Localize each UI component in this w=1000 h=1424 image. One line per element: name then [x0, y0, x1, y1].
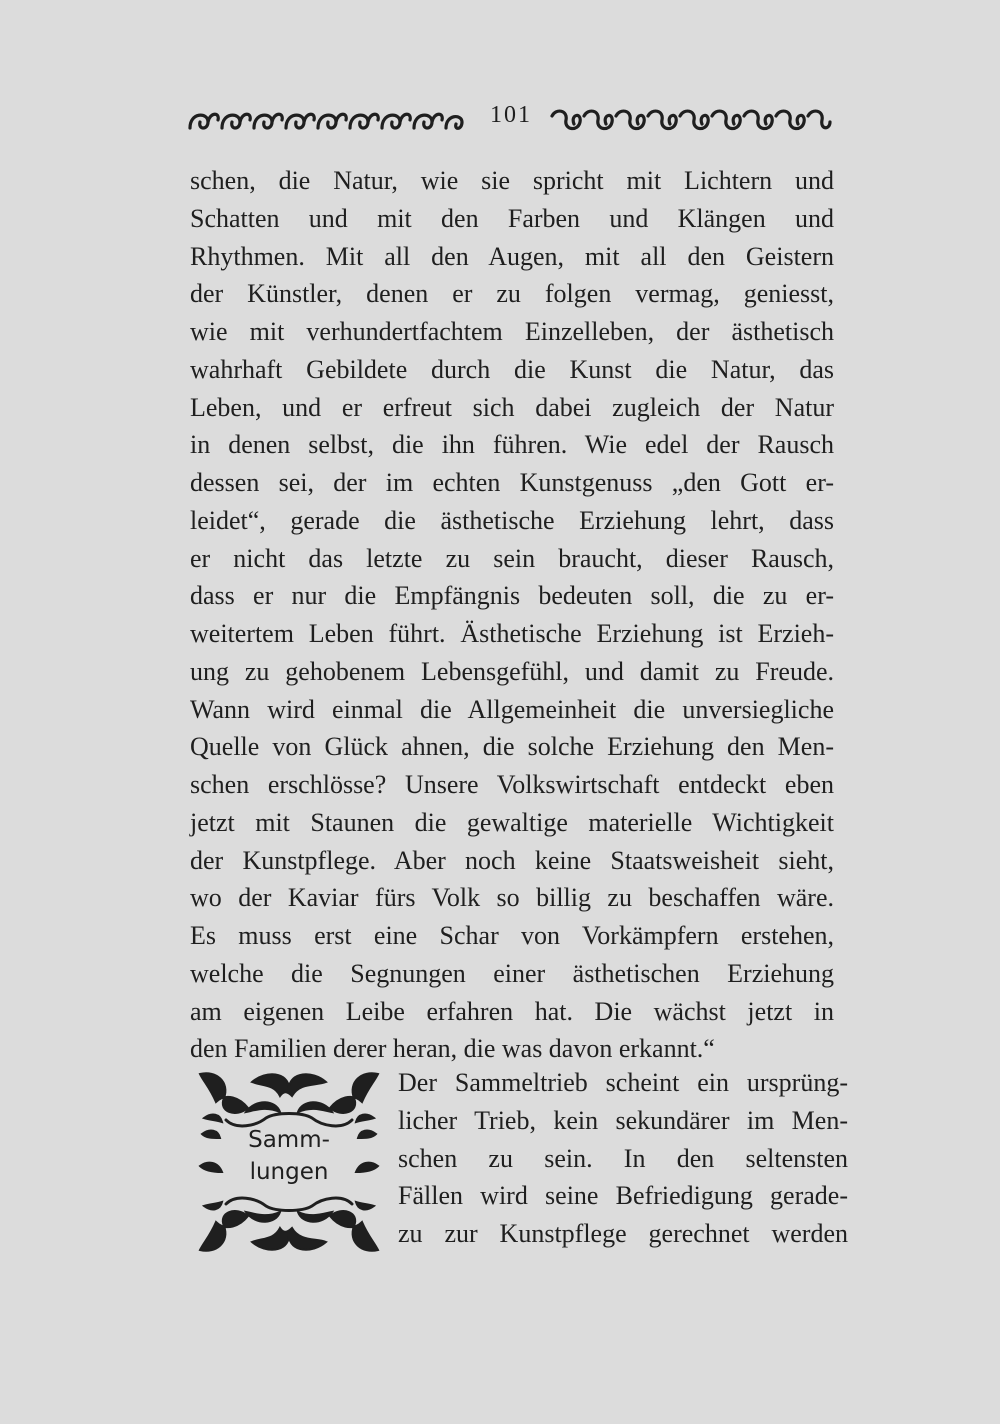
text-line: zu zur Kunstpflege gerechnet werden	[398, 1219, 848, 1248]
text-line: Wann wird einmal die Allgemeinheit die unversiegliche	[190, 694, 834, 724]
text-line: Der Sammeltrieb scheint ein ursprüng-	[398, 1068, 848, 1097]
body-text	[190, 162, 834, 1068]
text-line: dass er nur die Empfängnis bedeuten soll, die zu er-	[190, 581, 834, 611]
text-line: der Kunstpflege. Aber noch keine Staatsweisheit sieht,	[190, 845, 834, 875]
text-line: Quelle von Glück ahnen, die solche Erziehung den Men-	[190, 732, 834, 762]
text-line: wahrhaft Gebildete durch die Kunst die Natur, das	[190, 354, 834, 384]
text-line: der Künstler, denen er zu folgen vermag, geniesst,	[190, 279, 834, 309]
text-line: schen zu sein. In den seltensten	[398, 1143, 848, 1173]
text-line: jetzt mit Staunen die gewaltige materielle Wichtigkeit	[190, 807, 834, 837]
text-line: schen erschlösse? Unsere Volkswirtschaft entdeckt eben	[190, 770, 834, 799]
text-line: Schatten und mit den Farben und Klängen und	[190, 203, 834, 233]
text-line: licher Trieb, kein sekundärer im Men-	[398, 1105, 848, 1135]
header-ornament-right-icon	[548, 104, 834, 136]
side-text	[398, 1064, 848, 1253]
page-number: 101	[490, 102, 532, 128]
text-line: leidet“, gerade die ästhetische Erziehung lehrt, dass	[190, 505, 834, 535]
text-line: den Familien derer heran, die was davon erkannt.“	[190, 1034, 715, 1064]
header-ornament-left-icon	[186, 104, 468, 136]
marginal-heading	[196, 1124, 382, 1194]
text-line: Fällen wird seine Befriedigung gerade-	[398, 1181, 848, 1211]
text-line: Rhythmen. Mit all den Augen, mit all den Geistern	[190, 241, 834, 271]
text-line: wie mit verhundertfachtem Einzelleben, der ästhetisch	[190, 317, 834, 346]
text-line: wo der Kaviar fürs Volk so billig zu beschaffen wäre.	[190, 883, 834, 913]
text-line: schen, die Natur, wie sie spricht mit Lichtern und	[190, 166, 834, 195]
marginal-heading-line: Samm-	[248, 1127, 330, 1153]
text-line: dessen sei, der im echten Kunstgenuss „den Gott er-	[190, 468, 834, 497]
text-line: Es muss erst eine Schar von Vorkämpfern erstehen,	[190, 921, 834, 950]
text-line: ung zu gehobenem Lebensgefühl, und damit zu Freude.	[190, 656, 834, 686]
marginal-heading-box	[196, 1068, 382, 1256]
text-line: in denen selbst, die ihn führen. Wie edel der Rausch	[190, 430, 834, 460]
text-line: welche die Segnungen einer ästhetischen Erziehung	[190, 958, 834, 988]
text-line: Leben, und er erfreut sich dabei zugleich der Natur	[190, 392, 834, 422]
running-header	[186, 100, 836, 140]
text-line: am eigenen Leibe erfahren hat. Die wächst jetzt in	[190, 996, 834, 1026]
text-line: er nicht das letzte zu sein braucht, dieser Rausch,	[190, 543, 834, 573]
text-line: weitertem Leben führt. Ästhetische Erziehung ist Erzieh-	[190, 619, 834, 648]
marginal-heading-line: lungen	[249, 1159, 329, 1185]
